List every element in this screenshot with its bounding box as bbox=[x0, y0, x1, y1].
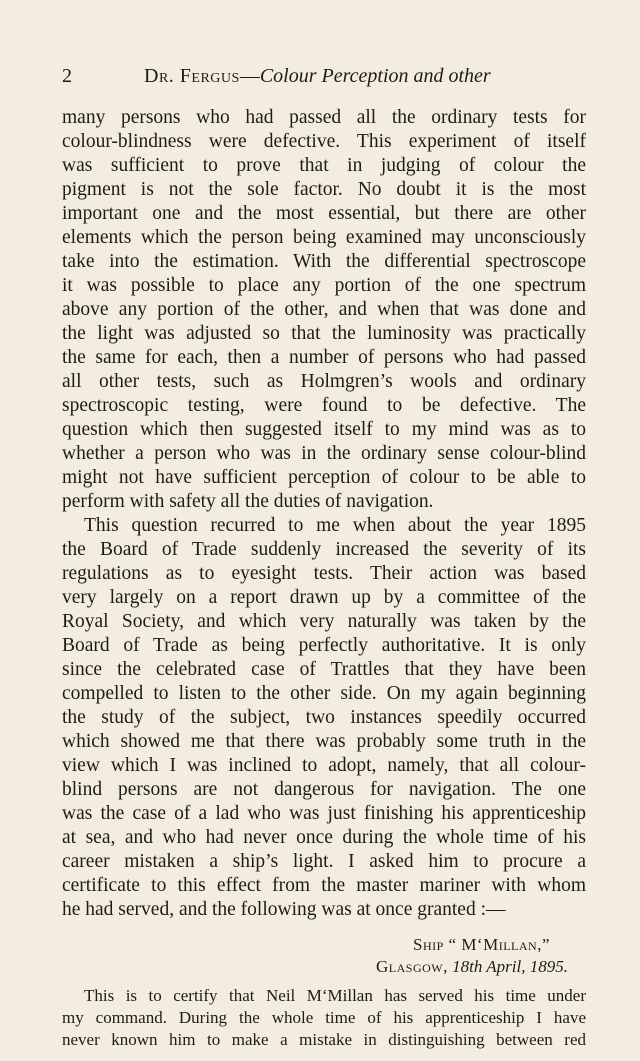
body-line: was sufficient to prove that in judging of colour the bbox=[62, 155, 586, 176]
body-line: above any portion of the other, and when that was done and bbox=[62, 299, 586, 320]
body-line: whether a person who was in the ordinary sense colour-blind bbox=[62, 443, 586, 464]
letter-dateline bbox=[62, 956, 568, 978]
body-line: certificate to this effect from the master mariner with whom bbox=[62, 875, 586, 896]
header-title: Dr. Fergus—Colour Perception and other bbox=[144, 65, 491, 87]
body-line: he had served, and the following was at once granted :— bbox=[62, 899, 506, 920]
body-line: important one and the most essential, but there are other bbox=[62, 203, 586, 224]
letter-date: 18th April, 1895. bbox=[452, 957, 568, 976]
body-line: which showed me that there was probably some truth in the bbox=[62, 731, 586, 752]
body-line: elements which the person being examined may unconsciously bbox=[62, 227, 586, 248]
body-line: at sea, and who had never once during the whole time of his bbox=[62, 827, 586, 848]
body-line: Royal Society, and which very naturally was taken by the bbox=[62, 611, 586, 632]
body-line: the study of the subject, two instances speedily occurred bbox=[62, 707, 586, 728]
body-line: colour-blindness were defective. This experiment of itself bbox=[62, 131, 586, 152]
letter-line: my command. During the whole time of his apprenticeship I have bbox=[62, 1008, 586, 1027]
body-line: might not have sufficient perception of colour to be able to bbox=[62, 467, 586, 488]
body-line: was the case of a lad who was just finishing his apprenticeship bbox=[62, 803, 586, 824]
body-line: career mistaken a ship’s light. I asked him to procure a bbox=[62, 851, 586, 872]
header-author: Dr. Fergus bbox=[144, 65, 240, 87]
body-line: perform with safety all the duties of navigation. bbox=[62, 491, 434, 512]
body-line: compelled to listen to the other side. On my again beginning bbox=[62, 683, 586, 704]
body-line: blind persons are not dangerous for navigation. The one bbox=[62, 779, 586, 800]
body-line: take into the estimation. With the differential spectroscope bbox=[62, 251, 586, 272]
body-line: very largely on a report drawn up by a committee of the bbox=[62, 587, 586, 608]
body-line: Board of Trade as being perfectly authoritative. It is only bbox=[62, 635, 586, 656]
body-line: the Board of Trade suddenly increased the severity of its bbox=[62, 539, 586, 560]
running-head bbox=[62, 62, 586, 90]
body-line: regulations as to eyesight tests. Their action was based bbox=[62, 563, 586, 584]
body-line: all other tests, such as Holmgren’s wools and ordinary bbox=[62, 371, 586, 392]
body-line: view which I was inclined to adopt, namely, that all colour- bbox=[62, 755, 586, 776]
page-number: 2 bbox=[62, 65, 72, 87]
letter-place: Glasgow, bbox=[376, 957, 448, 976]
letter-line: never known him to make a mistake in distinguishing between red bbox=[62, 1030, 586, 1049]
body-line: question which then suggested itself to my mind was as to bbox=[62, 419, 586, 440]
body-line: pigment is not the sole factor. No doubt it is the most bbox=[62, 179, 586, 200]
body-line: it was possible to place any portion of the one spectrum bbox=[62, 275, 586, 296]
letter-ship: Ship “ M‘Millan,” bbox=[412, 935, 550, 954]
body-line: the light was adjusted so that the luminosity was practically bbox=[62, 323, 586, 344]
body-line: spectroscopic testing, were found to be defective. The bbox=[62, 395, 586, 416]
body-line: since the celebrated case of Trattles that they have been bbox=[62, 659, 586, 680]
letter-line: This is to certify that Neil M‘Millan has served his time under bbox=[84, 986, 586, 1005]
body-line: the same for each, then a number of persons who had passed bbox=[62, 347, 586, 368]
header-work-title: Colour Perception and other bbox=[259, 65, 491, 87]
body-line: many persons who had passed all the ordinary tests for bbox=[62, 107, 586, 128]
body-line: This question recurred to me when about the year 1895 bbox=[84, 515, 586, 536]
